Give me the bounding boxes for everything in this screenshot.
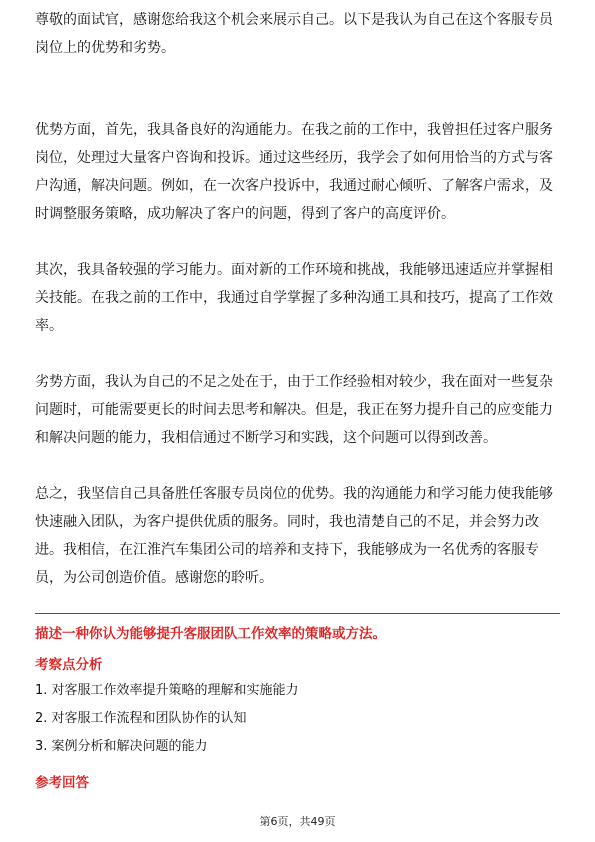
paragraph-intro: 尊敬的面试官，感谢您给我这个机会来展示自己。以下是我认为自己在这个客服专员岗位上的优势和劣势。 [35,12,553,56]
paragraph-weaknesses: 劣势方面，我认为自己的不足之处在于，由于工作经验相对较少，我在面对一些复杂问题时，可能需要更长的时间去思考和解决。但是，我正在努力提升自己的应变能力和解决问题的能力，我相信通过不断学习和实践，这个问题可以得到改善。 [35,374,553,446]
analysis-point: 2. 对客服工作流程和团队协作的认知 [35,711,247,726]
paragraph-conclusion: 总之，我坚信自己具备胜任客服专员岗位的优势。我的沟通能力和学习能力使我能够快速融入团队，为客户提供优质的服务。同时，我也清楚自己的不足，并会努力改进。我相信，在江淮汽车集团公司的培养和支持下，我能够成为一名优秀的客服专员，为公司创造价值。感谢您的聆听。 [35,486,553,586]
analysis-point: 3. 案例分析和解决问题的能力 [35,739,208,754]
reference-answer-heading: 参考回答 [35,775,89,791]
analysis-heading: 考察点分析 [35,657,103,673]
paragraph-strengths-learning: 其次，我具备较强的学习能力。面对新的工作环境和挑战，我能够迅速适应并掌握相关技能。在我之前的工作中，我通过自学掌握了多种沟通工具和技巧，提高了工作效率。 [35,262,553,334]
analysis-point: 1. 对客服工作效率提升策略的理解和实施能力 [35,683,299,698]
page-number: 第6页，共49页 [259,815,336,828]
section-divider [35,613,560,614]
question-title: 描述一种你认为能够提升客服团队工作效率的策略或方法。 [35,626,386,642]
paragraph-strengths-communication: 优势方面，首先，我具备良好的沟通能力。在我之前的工作中，我曾担任过客户服务岗位，处理过大量客户咨询和投诉。通过这些经历，我学会了如何用恰当的方式与客户沟通，解决问题。例如，在一次客户投诉中，我通过耐心倾听、了解客户需求，及时调整服务策略，成功解决了客户的问题，得到了客户的高度评价。 [35,122,553,222]
